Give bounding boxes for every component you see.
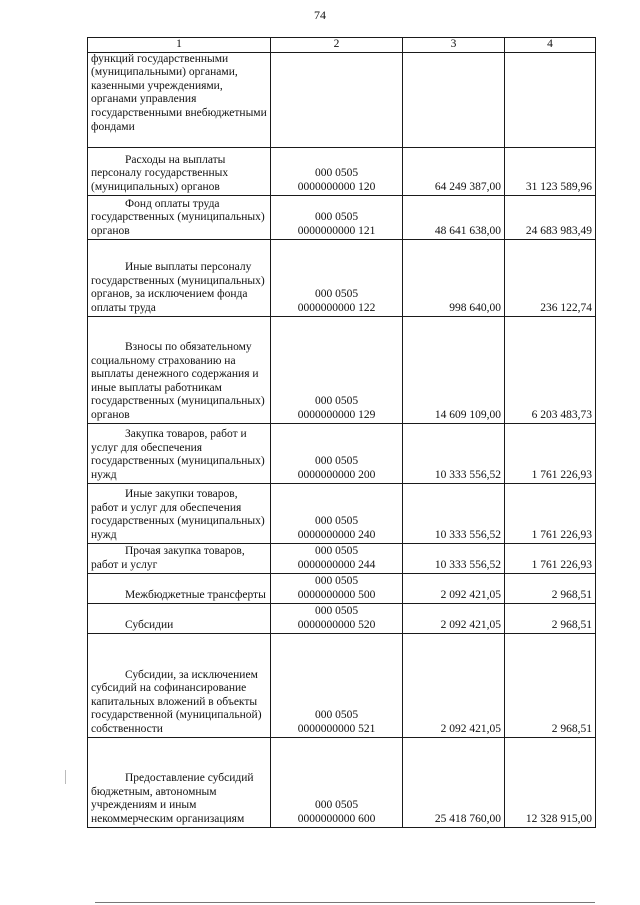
row-name-first-line: Прочая закупка товаров, [125, 545, 245, 558]
row-name-cell [88, 239, 271, 316]
table-row [88, 316, 596, 423]
table-row [88, 195, 596, 239]
row-code-cell [271, 316, 403, 423]
table-row [88, 737, 596, 827]
row-code-cell [271, 147, 403, 195]
row-value-planned: 10 333 556,52 [403, 483, 505, 543]
table-header-row [88, 38, 596, 53]
row-name-cell [88, 543, 271, 573]
table-row [88, 239, 596, 316]
column-header: 3 [403, 38, 505, 53]
row-code-part1: 000 0505 [314, 545, 359, 558]
row-code-part2: 0000000000 240 [297, 529, 376, 541]
row-code-cell [271, 737, 403, 827]
row-value-planned: 10 333 556,52 [403, 543, 505, 573]
row-value-planned [403, 52, 505, 147]
row-code-part1: 000 0505 [314, 575, 359, 588]
row-code-cell [271, 573, 403, 603]
row-value-actual: 2 968,51 [505, 603, 596, 633]
column-header: 4 [505, 38, 596, 53]
row-value-planned: 2 092 421,05 [403, 573, 505, 603]
row-code-part2: 0000000000 129 [297, 409, 376, 421]
row-value-actual: 2 968,51 [505, 573, 596, 603]
row-value-actual: 1 761 226,93 [505, 483, 596, 543]
table-row [88, 483, 596, 543]
row-name-text: государственных (муниципальных) органов [91, 211, 265, 237]
row-code-cell [271, 603, 403, 633]
row-code-cell [271, 633, 403, 737]
table-row [88, 573, 596, 603]
table-row [88, 52, 596, 147]
row-name-cell [88, 423, 271, 483]
row-value-actual: 1 761 226,93 [505, 423, 596, 483]
row-code-cell [271, 52, 403, 147]
row-value-actual: 1 761 226,93 [505, 543, 596, 573]
row-name-cell [88, 147, 271, 195]
row-code-cell [271, 239, 403, 316]
row-name-cell [88, 737, 271, 827]
row-code-part2: 0000000000 120 [297, 181, 376, 193]
row-code-part1: 000 0505 [314, 211, 359, 224]
row-name-first-line: Субсидии, за [125, 668, 189, 681]
row-name-cell [88, 483, 271, 543]
table-row [88, 603, 596, 633]
row-code-part1: 000 0505 [314, 799, 359, 812]
row-code-part1: 000 0505 [314, 455, 359, 468]
row-name-cell [88, 633, 271, 737]
row-name-first-line: Межбюджетные [125, 589, 205, 601]
row-code-part1: 000 0505 [314, 288, 359, 301]
row-value-planned: 998 640,00 [403, 239, 505, 316]
row-code-part1: 000 0505 [314, 515, 359, 528]
row-value-actual: 31 123 589,96 [505, 147, 596, 195]
page-number: 74 [314, 8, 326, 22]
row-name-text: работ и услуг [91, 559, 158, 571]
row-name-first-line: Расходы на выплаты [125, 153, 226, 166]
row-code-cell [271, 483, 403, 543]
row-value-planned: 25 418 760,00 [403, 737, 505, 827]
row-name-text: работ и услуг для обеспечения государственных (муниципальных) нужд [91, 501, 265, 541]
row-name-first-line: Предоставление [125, 772, 205, 785]
row-name-first-line: Фонд оплаты труда [125, 197, 220, 210]
footer-rule [95, 902, 595, 903]
row-value-actual: 24 683 983,49 [505, 195, 596, 239]
margin-mark [65, 770, 66, 784]
row-name-text: трансферты [207, 589, 266, 601]
row-code-cell [271, 543, 403, 573]
row-name-cell [88, 573, 271, 603]
row-code-part1: 000 0505 [314, 167, 359, 180]
row-value-planned: 2 092 421,05 [403, 633, 505, 737]
row-name-cell [88, 195, 271, 239]
row-name-text: обязательному социальному страхованию на выплаты денежного содержания и иные выплаты работникам государственных (муниципальных) органов [91, 341, 265, 421]
row-value-planned: 48 641 638,00 [403, 195, 505, 239]
table-row [88, 423, 596, 483]
row-name-first-line: Иные закупки товаров, [125, 488, 238, 501]
row-name-cell [88, 603, 271, 633]
row-code-part1: 000 0505 [314, 709, 359, 722]
row-code-cell [271, 195, 403, 239]
row-name-cell [88, 316, 271, 423]
row-value-planned: 10 333 556,52 [403, 423, 505, 483]
row-name-text: функций государственными (муниципальными) органами, казенными учреждениями, органами управления государственными внебюджетными фондами [91, 52, 267, 133]
table-row [88, 147, 596, 195]
row-code-part2: 0000000000 121 [297, 225, 376, 237]
row-code-part2: 0000000000 600 [297, 813, 376, 825]
budget-table [87, 37, 596, 828]
row-code-part2: 0000000000 500 [297, 589, 376, 601]
row-name-first-line: Иные выплаты [125, 261, 198, 274]
row-value-actual: 2 968,51 [505, 633, 596, 737]
column-header: 2 [271, 38, 403, 53]
row-value-planned: 64 249 387,00 [403, 147, 505, 195]
row-name-cell [88, 52, 271, 147]
row-value-actual: 12 328 915,00 [505, 737, 596, 827]
row-code-cell [271, 423, 403, 483]
row-code-part1: 000 0505 [314, 395, 359, 408]
row-value-actual [505, 52, 596, 147]
row-name-text: субсидий бюджетным, автономным учреждениям и иным некоммерческим организациям [91, 772, 254, 825]
row-name-text: услуг для обеспечения государственных (муниципальных) нужд [91, 441, 265, 481]
table-row [88, 633, 596, 737]
row-code-part2: 0000000000 520 [297, 619, 376, 631]
column-header: 1 [88, 38, 271, 53]
row-code-part1: 000 0505 [314, 605, 359, 618]
row-code-part2: 0000000000 122 [297, 302, 376, 314]
row-name-text: исключением субсидий на софинансирование капитальных вложений в объекты государственной (муниципальной) собственности [91, 668, 262, 735]
row-name-first-line: Взносы по [125, 341, 178, 354]
row-name-text: персоналу государственных (муниципальных) органов [91, 167, 229, 193]
table-row [88, 543, 596, 573]
row-code-part2: 0000000000 200 [297, 469, 376, 481]
row-value-actual: 236 122,74 [505, 239, 596, 316]
row-name-text: персоналу государственных (муниципальных) органов, за исключением фонда оплаты труда [91, 261, 265, 314]
row-value-planned: 2 092 421,05 [403, 603, 505, 633]
row-code-part2: 0000000000 244 [297, 559, 376, 571]
row-code-part2: 0000000000 521 [297, 723, 376, 735]
row-value-actual: 6 203 483,73 [505, 316, 596, 423]
row-name-first-line: Закупка товаров, работ и [125, 428, 247, 441]
row-name-first-line: Субсидии [125, 619, 174, 631]
row-value-planned: 14 609 109,00 [403, 316, 505, 423]
